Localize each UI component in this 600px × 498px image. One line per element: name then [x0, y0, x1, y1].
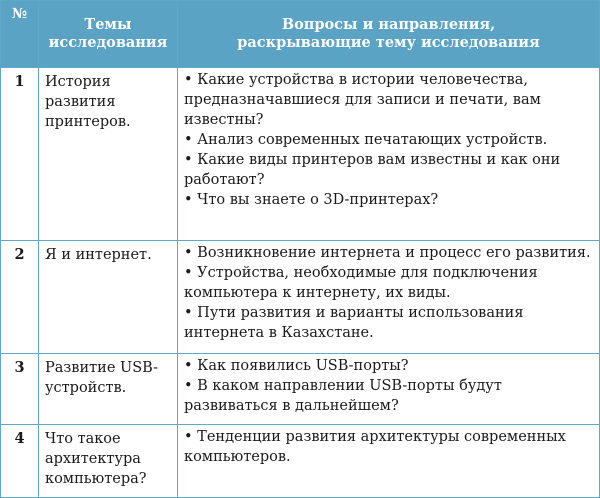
question-text: Устройства, необходимые для подключения компьютера к интернету, их виды.	[184, 265, 538, 301]
table-row	[1, 68, 600, 241]
table-row	[1, 354, 600, 425]
bullet-icon: •	[184, 192, 193, 208]
header-questions	[178, 1, 600, 68]
row-number: 2	[1, 241, 39, 354]
question-item	[184, 243, 595, 263]
header-topics-text: Темы исследования	[48, 16, 168, 51]
header-number: №	[1, 1, 39, 68]
row-questions	[178, 425, 600, 498]
question-item	[184, 190, 595, 210]
question-item	[184, 263, 595, 303]
question-item	[184, 150, 595, 190]
table-header	[1, 1, 600, 68]
question-item	[184, 427, 595, 467]
bullet-icon: •	[184, 132, 193, 148]
bullet-icon: •	[184, 378, 193, 394]
row-number: 3	[1, 354, 39, 425]
question-list	[184, 427, 595, 467]
question-text: Анализ современных печатающих устройств.	[197, 132, 548, 148]
question-list	[184, 70, 595, 210]
row-topic: Я и интернет.	[39, 241, 178, 354]
row-topic: История развития принтеров.	[39, 68, 178, 241]
table-body	[1, 68, 600, 498]
bullet-icon: •	[184, 265, 193, 281]
bullet-icon: •	[184, 72, 193, 88]
row-questions	[178, 354, 600, 425]
question-item	[184, 70, 595, 130]
question-text: Как появились USB-порты?	[197, 358, 409, 374]
question-text: Пути развития и варианты использования интернета в Казахстане.	[184, 305, 524, 341]
question-item	[184, 303, 595, 343]
bullet-icon: •	[184, 429, 193, 445]
question-text: Тенденции развития архитектуры современных компьютеров.	[184, 429, 566, 465]
question-text: Возникновение интернета и процесс его развития.	[197, 245, 591, 261]
question-text: Что вы знаете о 3D-принтерах?	[197, 192, 439, 208]
question-list	[184, 243, 595, 343]
bullet-icon: •	[184, 305, 193, 321]
bullet-icon: •	[184, 152, 193, 168]
question-text: В каком направлении USB-порты будут развиваться в дальнейшем?	[184, 378, 502, 414]
table-row	[1, 425, 600, 498]
question-item	[184, 130, 595, 150]
row-number: 4	[1, 425, 39, 498]
row-questions	[178, 241, 600, 354]
header-questions-text: Вопросы и направления, раскрывающие тему исследования	[237, 16, 540, 51]
row-topic: Развитие USB-устройств.	[39, 354, 178, 425]
question-item	[184, 376, 595, 416]
question-text: Какие устройства в истории человечества, предназначавшиеся для записи и печати, вам известны?	[184, 72, 541, 128]
header-row	[1, 1, 600, 68]
row-number: 1	[1, 68, 39, 241]
question-item	[184, 356, 595, 376]
question-text: Какие виды принтеров вам известны и как они работают?	[184, 152, 561, 188]
bullet-icon: •	[184, 245, 193, 261]
row-questions	[178, 68, 600, 241]
header-topics	[39, 1, 178, 68]
question-list	[184, 356, 595, 416]
bullet-icon: •	[184, 358, 193, 374]
row-topic: Что такое архитектура компьютера?	[39, 425, 178, 498]
table-row	[1, 241, 600, 354]
